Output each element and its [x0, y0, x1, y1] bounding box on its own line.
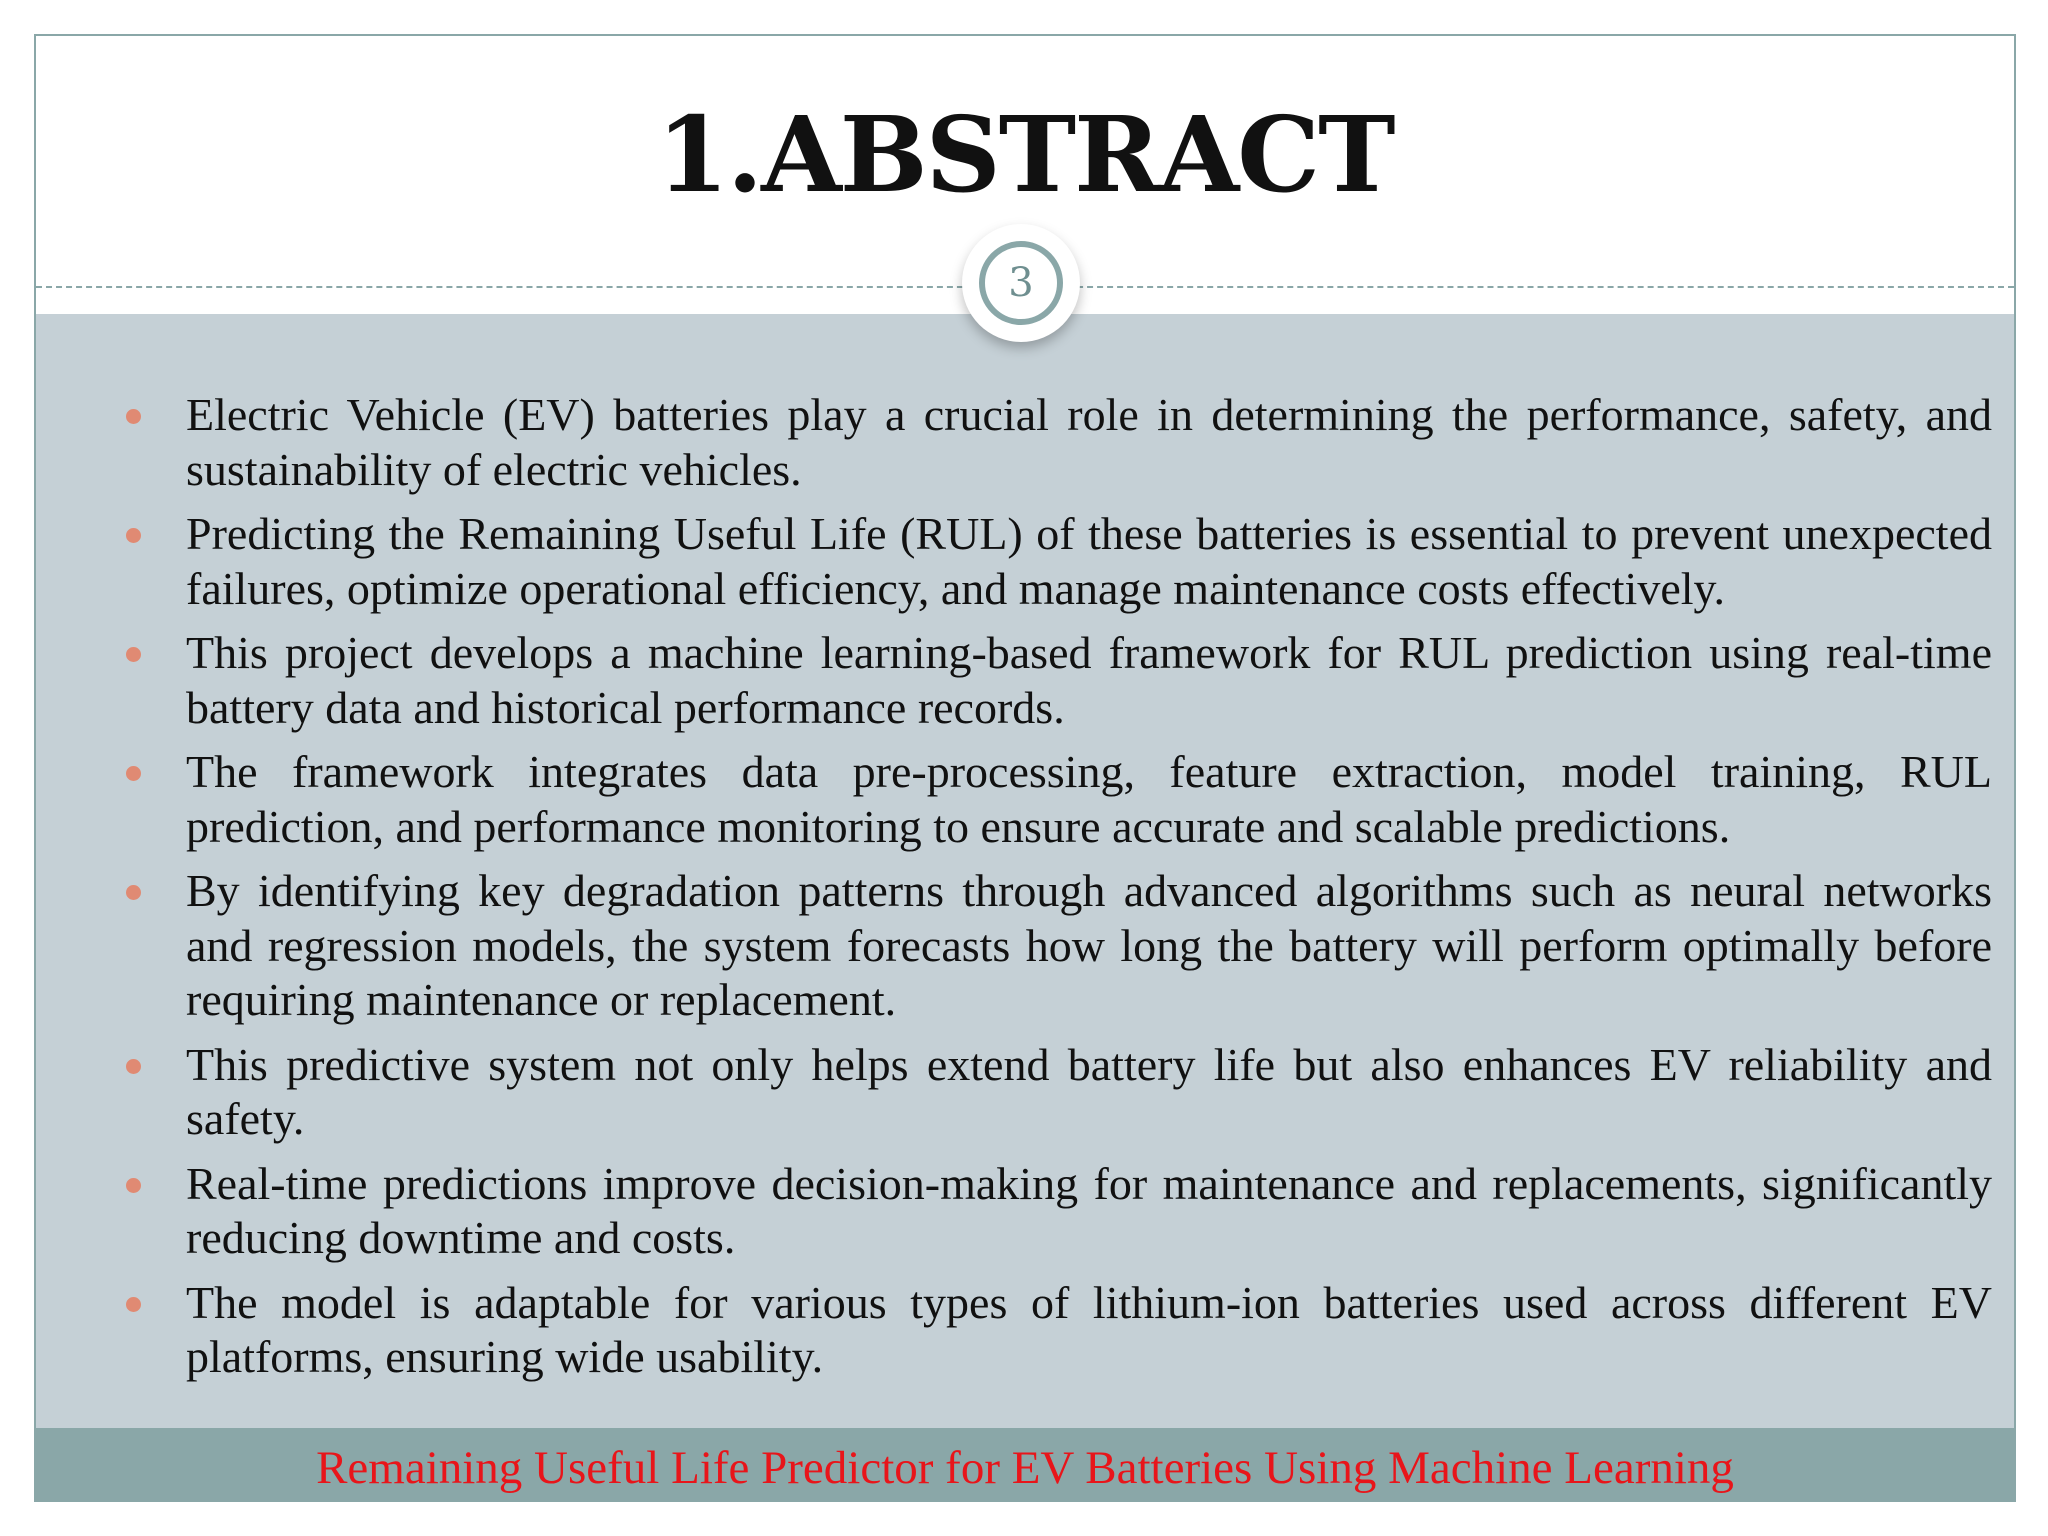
bullet-dot-icon: [126, 885, 141, 900]
bullet-item: [94, 388, 1992, 497]
slide: [34, 34, 2016, 1502]
bullet-item: [94, 864, 1992, 1028]
bullet-dot-icon: [126, 409, 141, 424]
bullet-text: The framework integrates data pre-processing, feature extraction, model training, RUL prediction, and performance monitoring to ensure accurate and scalable predictions.: [186, 746, 1992, 852]
bullet-text: Real-time predictions improve decision-making for maintenance and replacements, significantly reducing downtime and costs.: [186, 1157, 1992, 1263]
bullet-text: This predictive system not only helps extend battery life but also enhances EV reliability and safety.: [186, 1038, 1992, 1144]
bullet-item: [94, 507, 1992, 616]
slide-title: 1.ABSTRACT: [656, 93, 1394, 216]
bullet-text: Electric Vehicle (EV) batteries play a crucial role in determining the performance, safety, and sustainability of electric vehicles.: [186, 389, 1992, 495]
bullet-dot-icon: [126, 647, 141, 662]
bullet-item: [94, 745, 1992, 854]
bullet-item: [94, 1276, 1992, 1385]
bullet-text: Predicting the Remaining Useful Life (RUL) of these batteries is essential to prevent unexpected failures, optimize operational efficiency, and manage maintenance costs effectively.: [186, 508, 1992, 614]
bullet-dot-icon: [126, 1059, 141, 1074]
bullet-dot-icon: [126, 766, 141, 781]
bullet-dot-icon: [126, 1297, 141, 1312]
page-number-badge: [962, 224, 1080, 342]
footer-title: Remaining Useful Life Predictor for EV Batteries Using Machine Learning: [316, 1441, 1734, 1494]
bullet-text: By identifying key degradation patterns through advanced algorithms such as neural networks and regression models, the system forecasts how long the battery will perform optimally before requiring maintenance or replacement.: [186, 865, 1992, 1025]
bullet-dot-icon: [126, 1178, 141, 1193]
bullet-text: The model is adaptable for various types of lithium-ion batteries used across different EV platforms, ensuring wide usability.: [186, 1276, 1992, 1382]
bullet-list: [94, 388, 1992, 1395]
bullet-text: This project develops a machine learning-based framework for RUL prediction using real-time battery data and historical performance records.: [186, 627, 1992, 733]
bullet-item: [94, 1157, 1992, 1266]
page-number: 3: [979, 241, 1063, 325]
bullet-item: [94, 626, 1992, 735]
bullet-item: [94, 1038, 1992, 1147]
footer-bar: [36, 1428, 2014, 1500]
bullet-dot-icon: [126, 528, 141, 543]
